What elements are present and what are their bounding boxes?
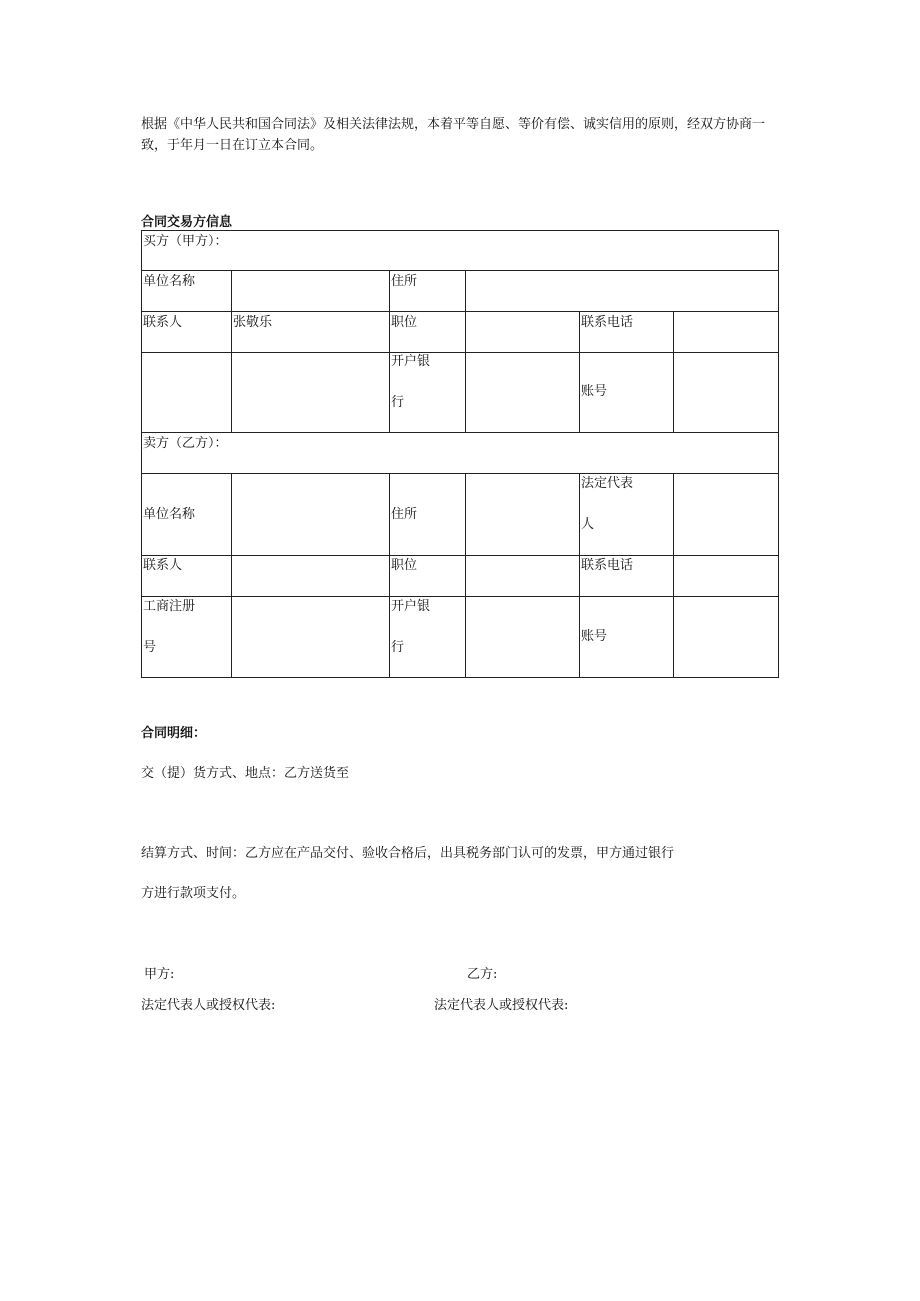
buyer-position-label: 职位: [391, 315, 418, 330]
signature-rep-a: 法定代表人或授权代表:: [141, 998, 276, 1013]
table-rule: [141, 270, 779, 271]
section-title-parties: 合同交易方信息: [141, 215, 233, 230]
seller-account-label: 账号: [581, 629, 608, 644]
delivery-text: 交（提）货方式、地点：乙方送货至: [141, 766, 350, 781]
seller-bank-label-2: 行: [391, 640, 405, 655]
table-rule: [141, 432, 779, 433]
buyer-contact-value: 张敬乐: [233, 315, 273, 330]
buyer-unit-name-label: 单位名称: [143, 274, 196, 289]
seller-contact-label: 联系人: [143, 558, 183, 573]
buyer-address-label: 住所: [391, 274, 418, 289]
seller-legal-rep-label-1: 法定代表: [581, 476, 634, 491]
seller-address-label: 住所: [391, 507, 418, 522]
table-col-rule: [579, 473, 580, 677]
signature-party-a: 甲方:: [144, 967, 175, 982]
table-rule: [141, 555, 779, 556]
settlement-line-1: 结算方式、时间：乙方应在产品交付、验收合格后，出具税务部门认可的发票，甲方通过银行: [141, 846, 675, 861]
table-col-rule: [673, 311, 674, 432]
section-title-details: 合同明细：: [141, 726, 207, 741]
seller-position-label: 职位: [391, 558, 418, 573]
settlement-line-2: 方进行款项支付。: [141, 886, 246, 901]
table-col-rule: [389, 473, 390, 677]
table-border-left: [141, 230, 142, 678]
seller-unit-name-label: 单位名称: [143, 507, 196, 522]
seller-bank-label-1: 开户银: [391, 599, 431, 614]
intro-paragraph: 根据《中华人民共和国合同法》及相关法律法规，本着平等自愿、等价有偿、诚实信用的原则，经双方协商一致，于年月一日在订立本合同。: [141, 117, 766, 153]
table-col-rule: [389, 270, 390, 432]
buyer-account-label: 账号: [581, 384, 608, 399]
seller-reg-label-2: 号: [143, 640, 157, 655]
seller-reg-label-1: 工商注册: [143, 599, 196, 614]
seller-legal-rep-label-2: 人: [581, 517, 595, 532]
signature-party-b: 乙方:: [467, 967, 498, 982]
table-border-right: [778, 230, 779, 678]
table-border-bottom: [141, 677, 779, 678]
buyer-header: 买方（甲方）：: [143, 234, 228, 249]
table-border-top: [141, 230, 779, 231]
table-rule: [141, 596, 779, 597]
table-col-rule: [231, 473, 232, 677]
table-rule: [141, 311, 779, 312]
seller-header: 卖方（乙方）：: [143, 436, 228, 451]
buyer-bank-label-1: 开户银: [391, 354, 431, 369]
buyer-contact-label: 联系人: [143, 315, 183, 330]
seller-phone-label: 联系电话: [581, 558, 634, 573]
table-col-rule: [673, 473, 674, 677]
table-col-rule: [465, 473, 466, 677]
table-col-rule: [231, 270, 232, 432]
table-col-rule: [579, 311, 580, 432]
table-col-rule: [465, 270, 466, 432]
signature-rep-b: 法定代表人或授权代表:: [434, 998, 569, 1013]
buyer-bank-label-2: 行: [391, 395, 405, 410]
buyer-phone-label: 联系电话: [581, 315, 634, 330]
table-rule: [141, 473, 779, 474]
parties-table: [141, 230, 779, 678]
table-rule: [141, 352, 779, 353]
